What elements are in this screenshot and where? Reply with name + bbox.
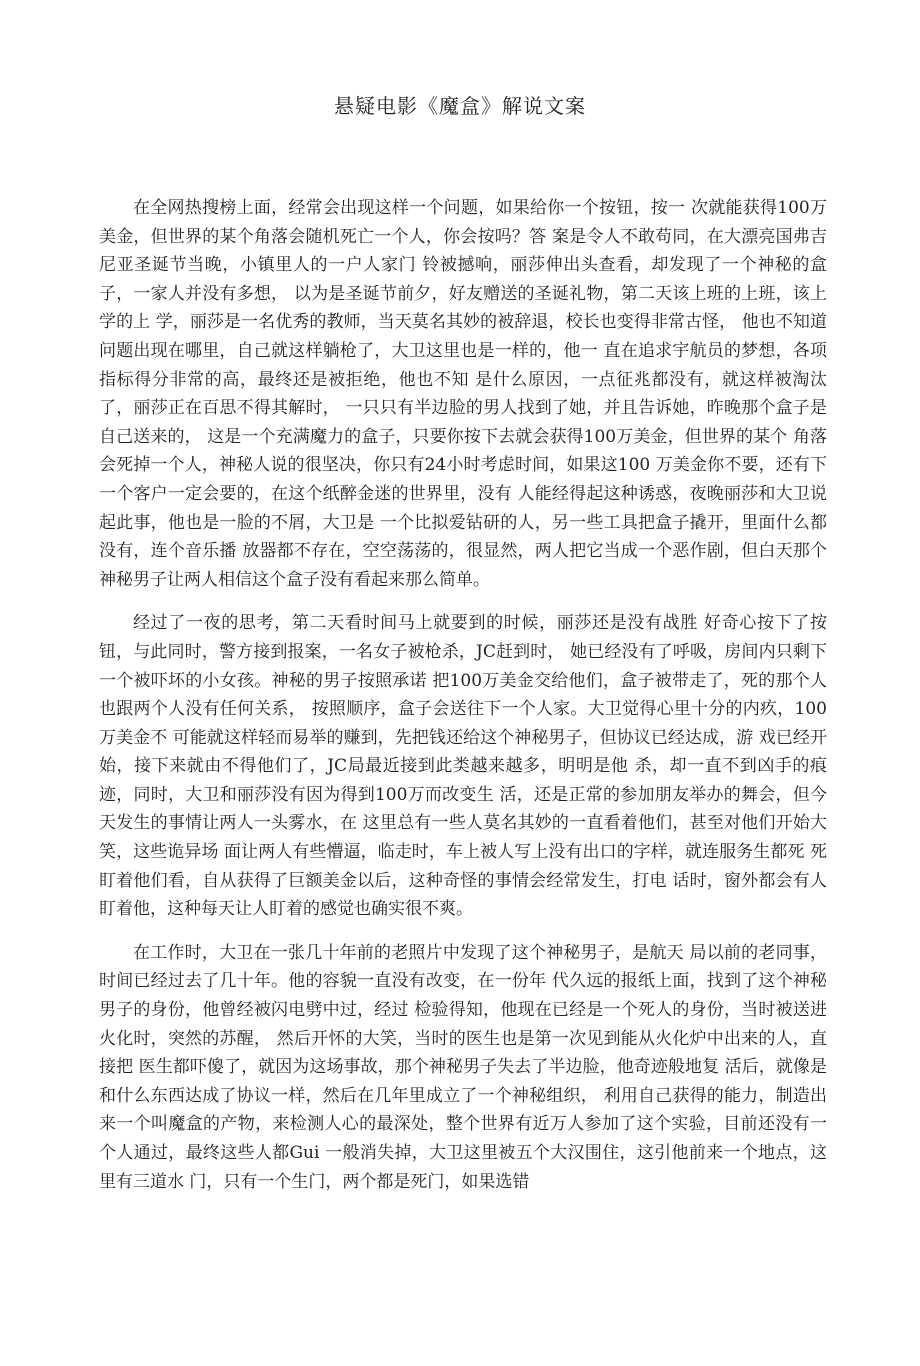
document-body — [99, 194, 827, 1211]
document-title: 悬疑电影《魔盒》解说文案 — [334, 94, 586, 118]
paragraph-2: 经过了一夜的思考，第二天看时间马上就要到的时候，丽莎还是没有战胜 好奇心按下了按钮，与此同时，警方接到报案，一名女子被枪杀，JC赶到时， 她已经没有了呼吸，房间内只剩下一个被吓坏的小女孩。神秘的男子按照承诺 把100万美金交给他们，盒子被带走了，死的那个人也跟两个人没有任何关系， 按照顺序，盒子会送往下一个人家。大卫觉得心里十分的内疚，100万美金不 可能就这样轻而易举的赚到，先把钱还给这个神秘男子，但协议已经达成，游 戏已经开始，接下来就由不得他们了，JC局最近接到此类越来越多，明明是他 杀，却一直不到凶手的痕迹，同时，大卫和丽莎没有因为得到100万而改变生 活，还是正常的参加朋友举办的舞会，但今天发生的事情让两人一头雾水，在 这里总有一些人莫名其妙的一直看着他们，甚至对他们开始大笑，这些诡异场 面让两人有些懵逼，临走时，车上被人写上没有出口的字样，就连服务生都死 死盯着他们看，自从获得了巨额美金以后，这种奇怪的事情会经常发生，打电 话时，窗外都会有人盯着他，这种每天让人盯着的感觉也确实很不爽。 — [99, 613, 827, 920]
paragraph-3: 在工作时，大卫在一张几十年前的老照片中发现了这个神秘男子，是航天 局以前的老同事，时间已经过去了几十年。他的容貌一直没有改变，在一份年 代久远的报纸上面，找到了这个神秘男子的身份，他曾经被闪电劈中过，经过 检验得知，他现在已经是一个死人的身份，当时被送进火化时，突然的苏醒， 然后开怀的大笑，当时的医生也是第一次见到能从火化炉中出来的人，直接把 医生都吓傻了，就因为这场事故，那个神秘男子失去了半边脸，他奇迹般地复 活后，就像是和什么东西达成了协议一样，然后在几年里成立了一个神秘组织， 利用自己获得的能力，制造出来一个叫魔盒的产物，来检测人心的最深处，整个世界有近万人参加了这个实验，目前还没有一个人通过，最终这些人都Gui 一般消失掉，大卫这里被五个大汉围住，这引他前来一个地点，这里有三道水 门，只有一个生门，两个都是死门，如果选错 — [99, 942, 827, 1192]
paragraph-1: 在全网热搜榜上面，经常会出现这样一个问题，如果给你一个按钮，按一 次就能获得100万美金，但世界的某个角落会随机死亡一个人，你会按吗？答 案是令人不敢苟同，在大漂亮国弗吉尼亚圣诞节当晚，小镇里人的一户人家门 铃被撼响，丽莎伸出头查看，却发现了一个神秘的盒子，一家人并没有多想， 以为是圣诞节前夕，好友赠送的圣诞礼物，第二天该上班的上班，该上学的上 学，丽莎是一名优秀的教师，当天莫名其妙的被辞退，校长也变得非常古怪， 他也不知道问题出现在哪里，自己就这样躺枪了，大卫这里也是一样的，他一 直在追求宇航员的梦想，各项指标得分非常的高，最终还是被拒绝，他也不知 是什么原因，一点征兆都没有，就这样被淘汰了，丽莎正在百思不得其解时， 一只只有半边脸的男人找到了她，并且告诉她，昨晚那个盒子是自己送来的， 这是一个充满魔力的盒子，只要你按下去就会获得100万美金，但世界的某个 角落会死掉一个人，神秘人说的很坚决，你只有24小时考虑时间，如果这100 万美金你不要，还有下一个客户一定会要的，在这个纸醉金迷的世界里，没有 人能经得起这种诱惑，夜晚丽莎和大卫说起此事，他也是一脸的不屑，大卫是 一个比拟爱钻研的人，另一些工具把盒子撬开，里面什么都没有，连个音乐播 放器都不存在，空空荡荡的，很显然，两人把它当成一个恶作剧，但白天那个 神秘男子让两人相信这个盒子没有看起来那么简单。 — [99, 198, 827, 590]
